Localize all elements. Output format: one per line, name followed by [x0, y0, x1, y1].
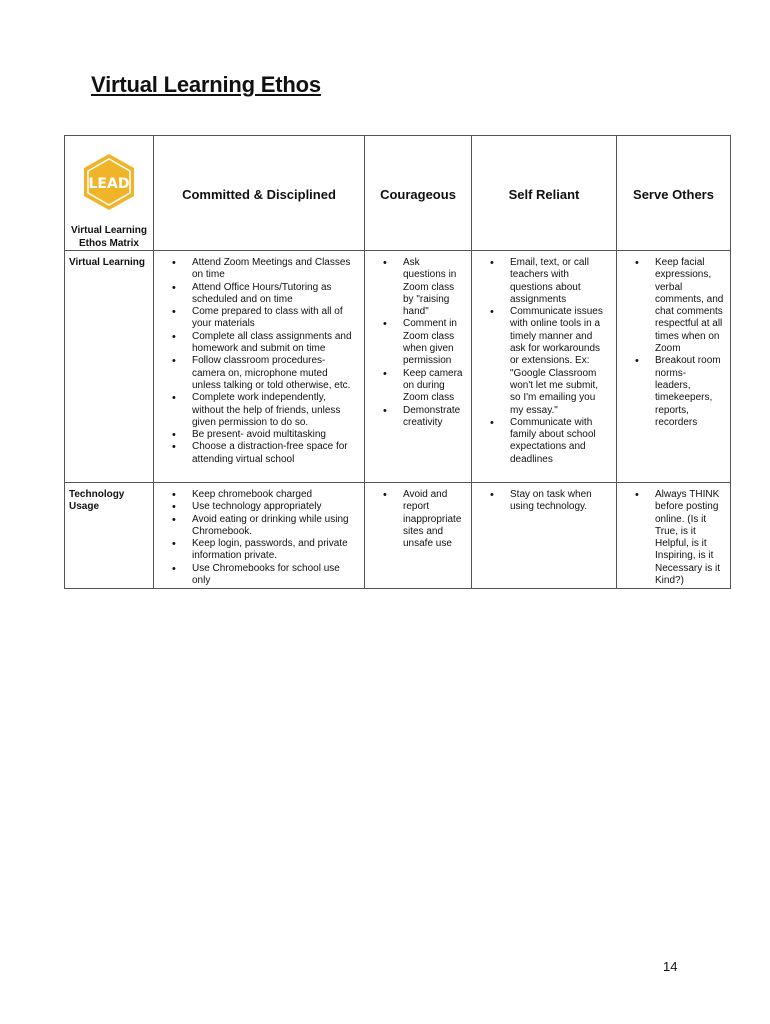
bullet-list [472, 489, 610, 514]
list-item: • Come prepared to class with all of your materials [192, 306, 358, 331]
table-cell [365, 251, 472, 483]
list-item: • Use Chromebooks for school use only [192, 563, 358, 588]
table-cell [365, 483, 472, 589]
bullet-list [365, 489, 465, 550]
column-header: Serve Others [617, 136, 731, 251]
column-header: Self Reliant [472, 136, 617, 251]
bullet-list [154, 489, 358, 587]
table-cell [472, 251, 617, 483]
matrix-label: Virtual Learning Ethos Matrix [71, 225, 147, 249]
table-cell [472, 483, 617, 589]
bullet-list [365, 257, 465, 429]
list-item: • Attend Office Hours/Tutoring as scheduled and on time [192, 282, 358, 307]
list-item: • Avoid and report inappropriate sites and unsafe use [403, 489, 465, 550]
table-cell [617, 251, 731, 483]
logo-text: LEAD [88, 176, 130, 192]
list-item: • Keep camera on during Zoom class [403, 368, 465, 405]
row-label: Technology Usage [65, 483, 154, 589]
list-item: • Comment in Zoom class when given permission [403, 318, 465, 367]
list-item: • Stay on task when using technology. [510, 489, 610, 514]
table-cell [154, 483, 365, 589]
list-item: • Choose a distraction-free space for attending virtual school [192, 441, 358, 466]
table-row [65, 251, 731, 483]
bullet-list [617, 489, 724, 587]
header-row [65, 136, 731, 251]
column-header: Committed & Disciplined [154, 136, 365, 251]
column-header: Courageous [365, 136, 472, 251]
page-title: Virtual Learning Ethos [91, 72, 321, 97]
list-item: • Demonstrate creativity [403, 405, 465, 430]
list-item: • Keep login, passwords, and private information private. [192, 538, 358, 563]
list-item: • Always THINK before posting online. (Is it True, is it Helpful, is it Inspiring, is it Necessary is it Kind?) [655, 489, 724, 587]
bullet-list [617, 257, 724, 429]
list-item: • Email, text, or call teachers with questions about assignments [510, 257, 610, 306]
table-row [65, 483, 731, 589]
list-item: • Complete all class assignments and homework and submit on time [192, 331, 358, 356]
list-item: • Ask questions in Zoom class by "raising hand" [403, 257, 465, 318]
list-item: • Complete work independently, without the help of friends, unless given permission to do so. [192, 392, 358, 429]
list-item: • Communicate with family about school expectations and deadlines [510, 417, 610, 466]
lead-logo-icon [79, 152, 139, 212]
bullet-list [472, 257, 610, 466]
list-item: • Follow classroom procedures- camera on, microphone muted unless talking or told otherwise, etc. [192, 355, 358, 392]
bullet-list [154, 257, 358, 466]
list-item: • Communicate issues with online tools in a timely manner and ask for workarounds or extensions. Ex: "Google Classroom won't let me submit, so I'm emailing you my essay." [510, 306, 610, 417]
list-item: • Attend Zoom Meetings and Classes on time [192, 257, 358, 282]
table-cell [617, 483, 731, 589]
list-item: • Be present- avoid multitasking [192, 429, 358, 441]
list-item: • Use technology appropriately [192, 501, 358, 513]
table-cell [154, 251, 365, 483]
list-item: • Keep chromebook charged [192, 489, 358, 501]
page-number: 14 [663, 959, 678, 974]
logo-cell [65, 136, 154, 251]
list-item: • Keep facial expressions, verbal comments, and chat comments respectful at all times when on Zoom [655, 257, 724, 355]
list-item: • Breakout room norms- leaders, timekeepers, reports, recorders [655, 355, 724, 429]
list-item: • Avoid eating or drinking while using Chromebook. [192, 514, 358, 539]
ethos-matrix-table [64, 135, 731, 589]
row-label: Virtual Learning [65, 251, 154, 483]
